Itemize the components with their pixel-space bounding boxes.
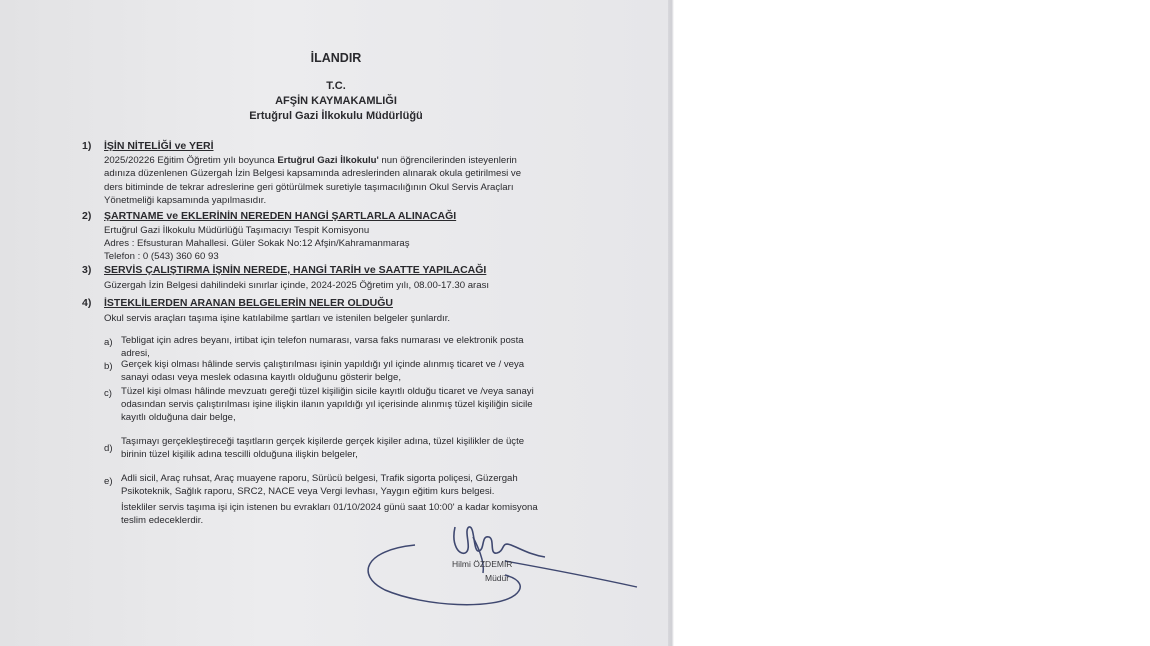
item-label: e) [104, 476, 113, 487]
section-text: Okul servis araçları taşıma işine katılabilme şartları ve istenilen belgeler şunlardır. [104, 313, 451, 324]
signatory-role: Müdür [485, 573, 510, 583]
list-item: Tüzel kişi olması hâlinde mevzuatı gereği tüzel kişiliğin sicile kayıtlı olduğu ticaret ve /veya sanayi odasından servis çalıştırılması işine ilişkin ilanın yapıldığı yıl içerisinde alınmış tüzel kişiliğin sicile kayıtlı olduğuna dair belge, [121, 386, 534, 424]
section-text: Güzergah İzin Belgesi dahilindeki sınırlar içinde, 2024-2025 Öğretim yılı, 08.00-17.30 arası [104, 280, 490, 291]
tc-heading: T.C. [326, 80, 346, 92]
section-text: adınıza düzenlenen Güzergah İzin Belgesi kapsamında adreslerinden alınarak okula getirilmesi ve [104, 168, 522, 179]
section-heading: 1) İŞİN NİTELİĞİ ve YERİ [82, 140, 214, 152]
section-heading: 4) İSTEKLİLERDEN ARANAN BELGELERİN NELER OLDUĞU [82, 297, 393, 309]
section-heading: 2) ŞARTNAME ve EKLERİNİN NEREDEN HANGİ ŞARTLARLA ALINACAĞI [82, 210, 457, 222]
document-title: İLANDIR [310, 51, 362, 65]
authority-heading: AFŞİN KAYMAKAMLIĞI [275, 95, 397, 107]
section-text: ders bitiminde de tekrar adreslerine geri götürülmek suretiyle taşımacılığının Okul Servis Araçları [104, 182, 514, 193]
item-label: c) [104, 388, 112, 399]
school-heading: Ertuğrul Gazi İlkokulu Müdürlüğü [249, 110, 423, 122]
item-label: a) [104, 337, 113, 348]
section-text: Yönetmeliği kapsamında yapılmasıdır. [104, 195, 267, 206]
section-text: Ertuğrul Gazi İlkokulu Müdürlüğü Taşımacıyı Tespit Komisyonu [104, 225, 370, 236]
item-label: d) [104, 443, 113, 454]
signatory-name: Hilmi ÖZDEMİR [452, 559, 513, 569]
list-item: Tebligat için adres beyanı, irtibat için telefon numarası, varsa faks numarası ve elektronik posta adresi, [121, 335, 524, 360]
item-label: b) [104, 361, 113, 372]
section-text: Adres : Efsusturan Mahallesi. Güler Sokak No:12 Afşin/Kahramanmaraş [104, 238, 410, 249]
closing-text: İstekliler servis taşıma işi için istenen bu evrakları 01/10/2024 günü saat 10:00' a kadar komisyona teslim edeceklerdir. [121, 502, 538, 527]
list-item: Gerçek kişi olması hâlinde servis çalıştırılması işinin yapıldığı yıl içinde alınmış ticaret ve / veya sanayi odası veya meslek odasına kayıtlı olduğunu gösterir belge, [121, 359, 525, 384]
section-text: 2025/20226 Eğitim Öğretim yılı boyunca Ertuğrul Gazi İlkokulu' nun öğrencilerinden isteyenlerin [104, 155, 517, 166]
section-text: Telefon : 0 (543) 360 60 93 [104, 251, 219, 262]
section-heading: 3) SERVİS ÇALIŞTIRMA İŞNİN NEREDE, HANGİ TARİH ve SAATTE YAPILACAĞI [82, 264, 487, 276]
list-item: Adli sicil, Araç ruhsat, Araç muayene raporu, Sürücü belgesi, Trafik sigorta poliçesi, Güzergah Psikoteknik, Sağlık raporu, SRC2, NACE veya Vergi levhası, Yaygın eğitim kurs belgesi. [121, 473, 518, 498]
list-item: Taşımayı gerçekleştireceği taşıtların gerçek kişilerde gerçek kişiler adına, tüzel kişilikler de üçte birinin tüzel kişilik adına tescilli olduğuna ilişkin belgeler, [121, 436, 525, 461]
